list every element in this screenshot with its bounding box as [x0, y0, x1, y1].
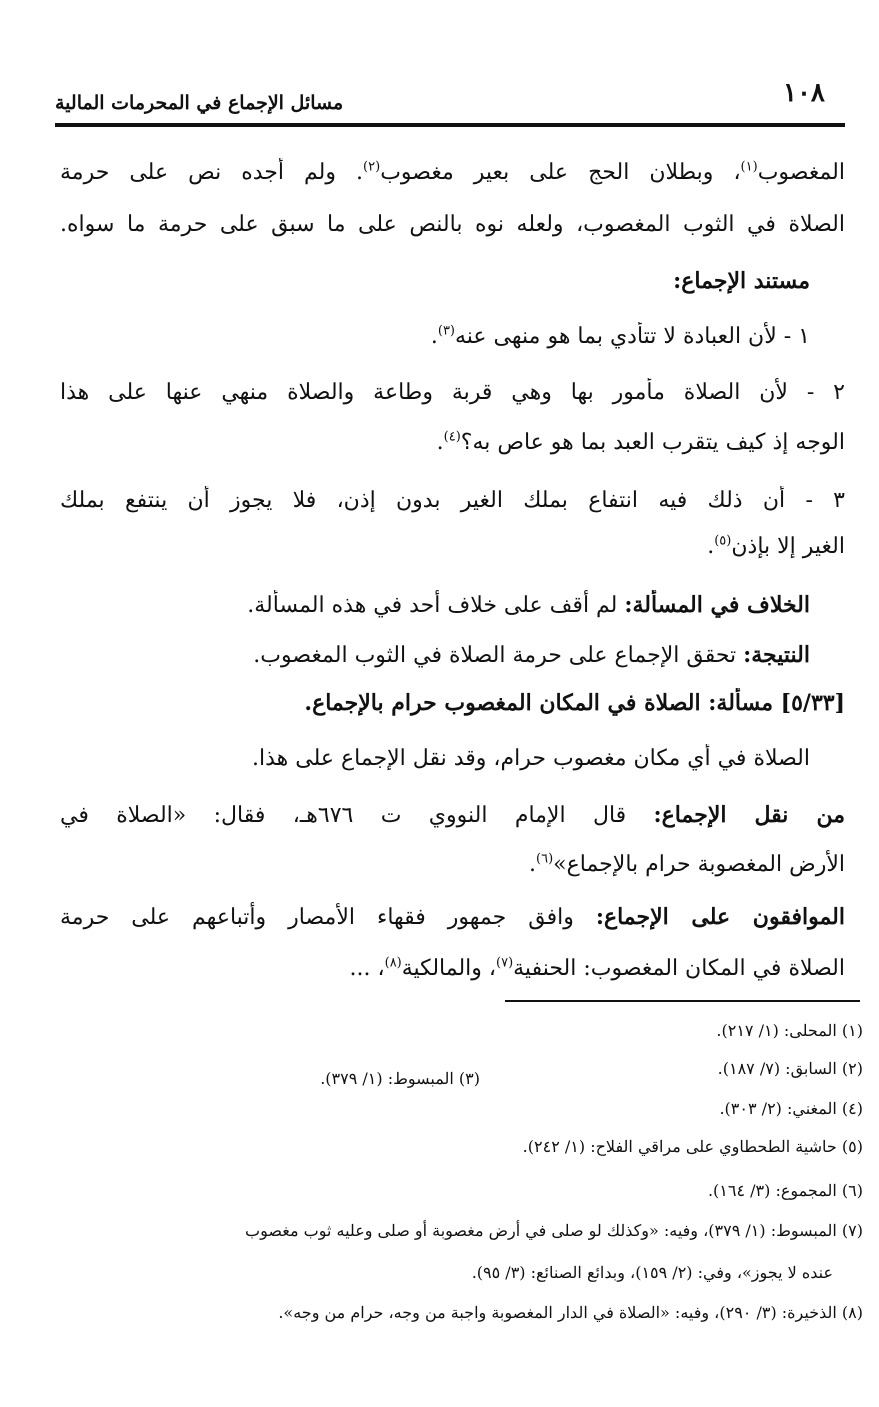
body-line: الصلاة في أي مكان مغصوب حرام، وقد نقل الإجماع على هذا.	[252, 746, 810, 771]
footnote: (٤) المغني: (٢/ ٣٠٣).	[719, 1099, 863, 1118]
evidence-item: ٢ - لأن الصلاة مأمور بها وهي قربة وطاعة والصلاة منهي عنها على هذا	[60, 380, 845, 405]
body-line: الصلاة في الثوب المغصوب، ولعله نوه بالنص على ما سبق على حرمة ما سواه.	[60, 212, 845, 237]
footnote-ref: (٦)	[536, 851, 554, 867]
footnote-ref: (٢)	[363, 159, 381, 175]
footnote: (٦) المجموع: (٣/ ١٦٤).	[707, 1181, 863, 1200]
header-rule	[55, 123, 845, 127]
agreement-line: الموافقون على الإجماع: وافق جمهور فقهاء الأمصار وأتباعهم على حرمة	[60, 904, 845, 930]
evidence-item: ٣ - أن ذلك فيه انتفاع بملك الغير بدون إذن، فلا يجوز أن ينتفع بملك	[60, 488, 845, 513]
result-line: النتيجة: تحقق الإجماع على حرمة الصلاة في الثوب المغصوب.	[253, 642, 810, 668]
footnote: (٨) الذخيرة: (٣/ ٢٩٠)، وفيه: «الصلاة في الدار المغصوبة واجبة من وجه، حرام من وجه».	[278, 1303, 863, 1322]
footnote: (٣) المبسوط: (١/ ٣٧٩).	[320, 1069, 480, 1088]
running-header-title: مسائل الإجماع في المحرمات المالية	[55, 92, 344, 114]
footnote-ref: (١)	[740, 159, 758, 175]
issue-heading: [٥/٣٣] مسألة: الصلاة في المكان المغصوب حرام بالإجماع.	[304, 690, 845, 716]
footnote-separator	[505, 1000, 860, 1002]
body-line: الأرض المغصوبة حرام بالإجماع»$^{(٦)}$.	[529, 851, 845, 877]
footnote: (١) المحلى: (١/ ٢١٧).	[716, 1021, 863, 1040]
body-line: الوجه إذ كيف يتقرب العبد بما هو عاص به؟$^{(٤)}$.	[436, 429, 845, 455]
evidence-item: ١ - لأن العبادة لا تتأدي بما هو منهى عنه$^{(٣)}$.	[430, 323, 810, 349]
body-line: الغير إلا بإذن$^{(٥)}$.	[707, 533, 845, 559]
body-line: المغصوب$^{(١)}$، وبطلان الحج على بعير مغصوب$^{(٢)}$. ولم أجده نص على حرمة	[60, 159, 845, 185]
footnote-ref: (٨)	[384, 955, 402, 971]
transmitter-line: من نقل الإجماع: قال الإمام النووي ت ٦٧٦هـ، فقال: «الصلاة في	[60, 802, 845, 828]
page-number: ١٠٨	[783, 78, 825, 108]
footnote: (٥) حاشية الطحطاوي على مراقي الفلاح: (١/ ٢٤٢).	[522, 1137, 863, 1156]
footnote: (٧) المبسوط: (١/ ٣٧٩)، وفيه: «وكذلك لو صلى في أرض مغصوبة أو صلى وعليه ثوب مغصوب	[245, 1221, 863, 1240]
disagreement-line: الخلاف في المسألة: لم أقف على خلاف أحد في هذه المسألة.	[247, 592, 810, 618]
footnote: (٢) السابق: (٧/ ١٨٧).	[717, 1059, 863, 1078]
footnote-ref: (٣)	[437, 323, 455, 339]
body-line: الصلاة في المكان المغصوب: الحنفية$^{(٧)}$، والمالكية$^{(٨)}$، ...	[349, 955, 845, 981]
footnote: عنده لا يجوز»، وفي: (٢/ ١٥٩)، وبدائع الصنائع: (٣/ ٩٥).	[471, 1263, 833, 1282]
footnote-ref: (٧)	[496, 955, 514, 971]
footnote-ref: (٥)	[714, 533, 732, 549]
footnote-ref: (٤)	[443, 429, 461, 445]
section-heading: مستند الإجماع:	[673, 268, 810, 294]
